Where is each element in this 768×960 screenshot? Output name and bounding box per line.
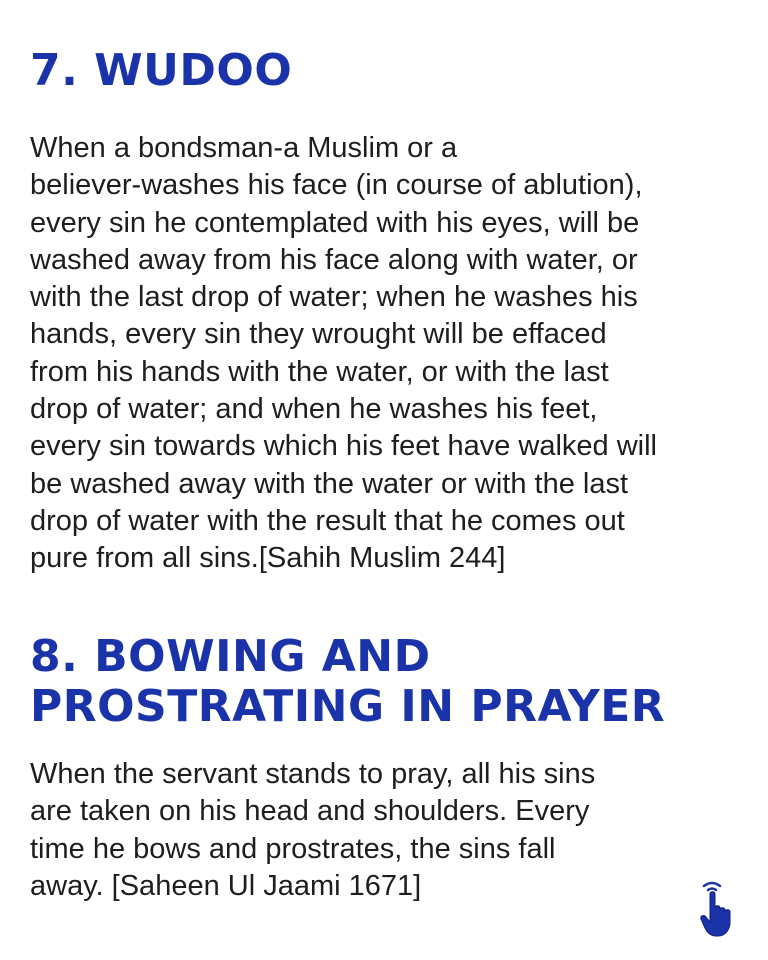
text-line: are taken on his head and shoulders. Every (30, 795, 590, 828)
tapping-hand-icon (698, 878, 748, 938)
section-8-title-line-1: 8. BOWING AND (30, 631, 431, 682)
section-8-title (30, 632, 665, 732)
text-line: hands, every sin they wrought will be effaced (30, 318, 607, 351)
text-line: be washed away with the water or with the last (30, 467, 629, 500)
text-line: drop of water; and when he washes his feet, (30, 393, 598, 426)
text-line: When the servant stands to pray, all his sins (30, 758, 596, 790)
text-line: When a bondsman-a Muslim or a (30, 132, 458, 164)
section-7-title: 7. WUDOO (30, 45, 293, 96)
text-line: every sin he contemplated with his eyes, will be (30, 206, 640, 239)
text-line: with the last drop of water; when he washes his (30, 281, 638, 314)
section-7-text (30, 130, 742, 578)
text-line: pure from all sins.[Sahih Muslim 244] (30, 542, 506, 575)
section-8-title-line-2: PROSTRATING IN PRAYER (30, 681, 666, 732)
text-line: washed away from his face along with water, or (30, 243, 638, 276)
text-line: away. [Saheen Ul Jaami 1671] (30, 869, 422, 902)
text-line: believer-washes his face (in course of ablution), (30, 169, 643, 202)
text-line: every sin towards which his feet have walked will (30, 430, 657, 463)
section-8-text (30, 756, 742, 905)
text-line: time he bows and prostrates, the sins fall (30, 832, 556, 865)
text-line: drop of water with the result that he comes out (30, 504, 625, 537)
text-line: from his hands with the water, or with the last (30, 355, 609, 388)
